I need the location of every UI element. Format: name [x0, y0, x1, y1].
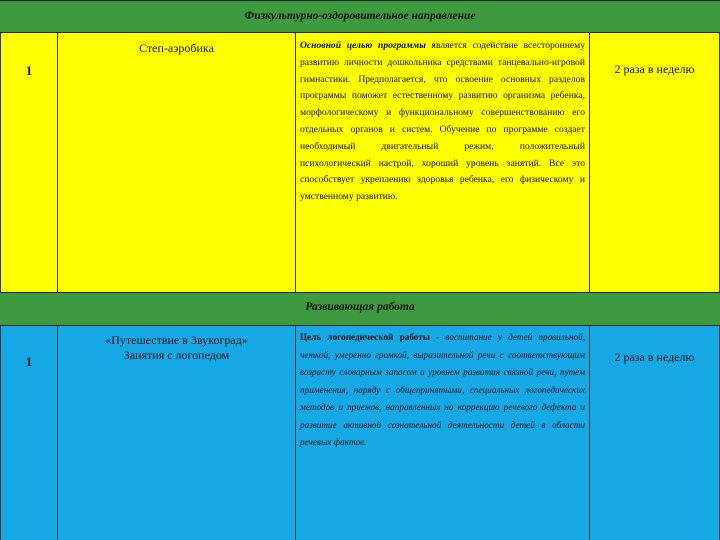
- section-header-development: [0, 292, 720, 326]
- cell-program-name: [58, 326, 296, 540]
- cell-frequency: [590, 33, 720, 292]
- row-number: 1: [25, 63, 33, 78]
- description-lead: Цель логопедической работы: [300, 332, 430, 342]
- cell-program-name: [58, 33, 296, 292]
- section-title-development: Развивающая работа: [305, 301, 415, 313]
- description-lead: Основной целью программы: [300, 40, 426, 51]
- cell-number: [0, 326, 58, 540]
- frequency-text: 2 раза в неделю: [614, 62, 695, 76]
- program-name: Степ-аэробика: [139, 41, 214, 55]
- cell-number: [0, 33, 58, 292]
- description-text: является содействие всестороннему развитию личности дошкольника средствами танцевально-игровой гимнастики. Предполагается, что освоение основных разделов программы поможет естественному развитию организма ребенка, морфологическому и функциональному совершенствованию его отдельных органов и систем. Обучение по программе создает необходимый двигательный режим, положительный психологический настрой, хороший уровень занятий. Все это способствует укреплению здоровья ребенка, его физическому и умственному развитию.: [300, 40, 585, 203]
- cell-description: [296, 326, 590, 540]
- frequency-text: 2 раза в неделю: [614, 350, 695, 364]
- description-text: - воспитание у детей правильной, четкой, умеренно громкой, выразительной речи с соответствующим возрасту словарным запасом и уровнем развития связной речи, путем применения, наряду с общепринятыми, специальных логопедических методов и приемов, направленных на коррекцию речевого дефекта и развитие активной сознательной деятельности детей в области речевых фактов.: [300, 332, 585, 447]
- table-row-step-aerobics: [0, 33, 720, 292]
- program-name: [64, 333, 289, 363]
- section-title-fitness: Физкультурно-оздоровительное направление: [244, 10, 476, 22]
- program-name-line2: Занятия с логопедом: [123, 348, 230, 362]
- cell-frequency: [590, 326, 720, 540]
- section-header-fitness: [0, 0, 720, 33]
- program-description: [300, 38, 585, 206]
- cell-description: [296, 33, 590, 292]
- program-description: [300, 329, 585, 452]
- row-number: 1: [25, 354, 33, 369]
- table-row-speech-therapy: [0, 326, 720, 540]
- program-name-line1: «Путешествие в Звукоград»: [105, 333, 248, 347]
